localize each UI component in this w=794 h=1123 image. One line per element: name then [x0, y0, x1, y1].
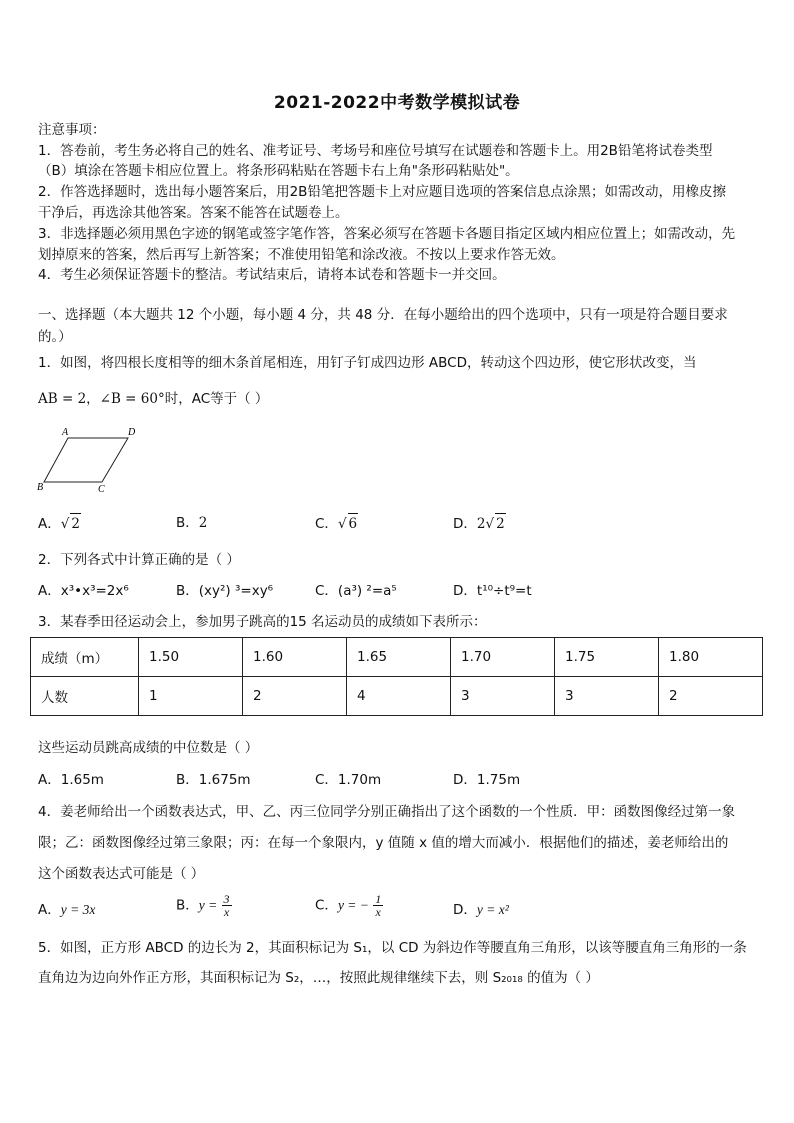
- notice-line-1: 1．答卷前，考生务必将自己的姓名、准考证号、考场号和座位号填写在试题卷和答题卡上。用2B铅笔将试卷类型: [38, 143, 713, 159]
- q1-stem-line-1: 1．如图，将四根长度相等的细木条首尾相连，用钉子钉成四边形 ABCD，转动这个四边形，使它形状改变，当: [38, 355, 697, 371]
- option-value: 6: [348, 513, 359, 534]
- vertex-label-c: C: [98, 484, 105, 495]
- q1-option-b: [176, 513, 207, 533]
- table-row: [31, 677, 763, 716]
- q2-option-d: D．t¹⁰÷t⁹=t: [453, 583, 532, 599]
- table-header-cell: 成绩（m）: [31, 638, 139, 677]
- q4-option-a: [38, 900, 95, 920]
- option-label: D．: [453, 516, 477, 532]
- option-coefficient: 2: [476, 516, 486, 532]
- table-cell: 1.50: [139, 638, 243, 677]
- q4-option-c: [315, 893, 383, 918]
- notice-line-3: 2．作答选择题时，选出每小题答案后，用2B铅笔把答题卡上对应题目选项的答案信息点涂黑；如需改动，用橡皮擦: [38, 184, 726, 200]
- table-cell: 2: [243, 677, 347, 716]
- option-expression: y = x²: [476, 902, 509, 917]
- table-cell: 1: [139, 677, 243, 716]
- vertex-label-b: B: [37, 482, 44, 493]
- table-cell: 1.65: [347, 638, 451, 677]
- vertex-label-d: D: [128, 427, 136, 438]
- option-value: 2: [495, 513, 506, 534]
- option-label: A．: [38, 516, 61, 532]
- q2-option-c: C．(a³) ²=a⁵: [315, 583, 397, 599]
- option-expression: y = 3x: [60, 902, 96, 917]
- notice-line-2: （B）填涂在答题卡相应位置上。将条形码粘贴在答题卡右上角"条形码粘贴处"。: [38, 163, 519, 179]
- option-lhs: y =: [198, 897, 218, 913]
- q1-question: 时，AC等于（ ）: [164, 391, 269, 407]
- notice-line-5: 3．非选择题必须用黑色字迹的钢笔或签字笔作答，答案必须写在答题卡各题目指定区域内相应位置上；如需改动，先: [38, 226, 736, 242]
- q5-stem-line-1: 5．如图，正方形 ABCD 的边长为 2，其面积标记为 S₁，以 CD 为斜边作等腰直角三角形，以该等腰直角三角形的一条: [38, 940, 747, 956]
- page-title: 2021-2022中考数学模拟试卷: [273, 93, 521, 113]
- notice-line-6: 划掉原来的答案，然后再写上新答案；不准使用铅笔和涂改液。不按以上要求作答无效。: [38, 247, 565, 263]
- fraction: [373, 893, 383, 918]
- table-cell: 4: [347, 677, 451, 716]
- q1-stem-line-2: [38, 389, 268, 409]
- fraction-numerator: 3: [223, 892, 230, 906]
- option-label: D．: [453, 902, 477, 918]
- section-heading-line-1: 一、选择题（本大题共 12 个小题，每小题 4 分，共 48 分．在每小题给出的四个选项中，只有一项是符合题目要求: [38, 307, 728, 323]
- option-value: 2: [198, 515, 208, 531]
- q5-stem-line-2: 直角边为边向外作正方形，其面积标记为 S₂，…，按照此规律继续下去，则 S₂₀₁₈ 的值为（ ）: [38, 970, 599, 986]
- table-cell: 3: [451, 677, 555, 716]
- notice-line-7: 4．考生必须保证答题卡的整洁。考试结束后，请将本试卷和答题卡一并交回。: [38, 267, 506, 283]
- section-heading-line-2: 的。）: [38, 329, 72, 345]
- q1-option-c: C．√ 6: [315, 513, 358, 534]
- table-header-cell: 人数: [31, 677, 139, 716]
- option-label: B．: [176, 515, 199, 531]
- option-label: B．: [176, 897, 199, 914]
- scores-table: [30, 637, 763, 716]
- q4-option-b: [176, 893, 232, 918]
- option-label: C．: [315, 897, 338, 914]
- table-cell: 2: [659, 677, 763, 716]
- fraction: [222, 893, 232, 918]
- q3-option-b: B．1.675m: [176, 772, 251, 788]
- option-value: 2: [70, 513, 81, 534]
- q3-option-a: A．1.65m: [38, 772, 104, 788]
- q3-option-d: D．1.75m: [453, 772, 521, 788]
- notice-heading: 注意事项：: [38, 122, 106, 138]
- q1-parallelogram-figure: [36, 424, 146, 496]
- q2-option-b: B．(xy²) ³=xy⁶: [176, 583, 274, 599]
- table-cell: 1.80: [659, 638, 763, 677]
- fraction-denominator: x: [375, 905, 381, 919]
- q4-stem-line-1: 4．姜老师给出一个函数表达式，甲、乙、丙三位同学分别正确指出了这个函数的一个性质．甲：函数图像经过第一象: [38, 804, 736, 820]
- q1-option-a: A．√ 2: [38, 513, 81, 534]
- table-cell: 1.70: [451, 638, 555, 677]
- parallelogram-abcd: [44, 438, 128, 482]
- table-cell: 1.60: [243, 638, 347, 677]
- q4-stem-line-2: 限；乙：函数图像经过第三象限；丙：在每一个象限内，y 值随 x 值的增大而减小．根据他们的描述，姜老师给出的: [38, 835, 729, 851]
- q2-stem: 2．下列各式中计算正确的是（ ）: [38, 552, 240, 568]
- table-cell: 3: [555, 677, 659, 716]
- fraction-numerator: 1: [375, 892, 382, 906]
- notice-line-4: 干净后，再选涂其他答案。答案不能答在试题卷上。: [38, 205, 349, 221]
- option-label: C．: [315, 516, 338, 532]
- q2-option-a: A．x³•x³=2x⁶: [38, 583, 129, 599]
- q1-condition: AB = 2，∠B = 60°: [38, 391, 165, 407]
- table-cell: 1.75: [555, 638, 659, 677]
- table-row: [31, 638, 763, 677]
- q3-option-c: C．1.70m: [315, 772, 382, 788]
- fraction-denominator: x: [223, 905, 230, 919]
- option-lhs: y = −: [337, 897, 369, 913]
- q1-option-d: D．2√ 2: [453, 513, 506, 534]
- q4-stem-line-3: 这个函数表达式可能是（ ）: [38, 866, 205, 882]
- vertex-label-a: A: [62, 427, 69, 438]
- option-label: A．: [38, 902, 61, 918]
- q3-question: 这些运动员跳高成绩的中位数是（ ）: [38, 740, 259, 756]
- q3-stem: 3．某春季田径运动会上，参加男子跳高的15 名运动员的成绩如下表所示：: [38, 614, 487, 630]
- q4-option-d: [453, 900, 509, 920]
